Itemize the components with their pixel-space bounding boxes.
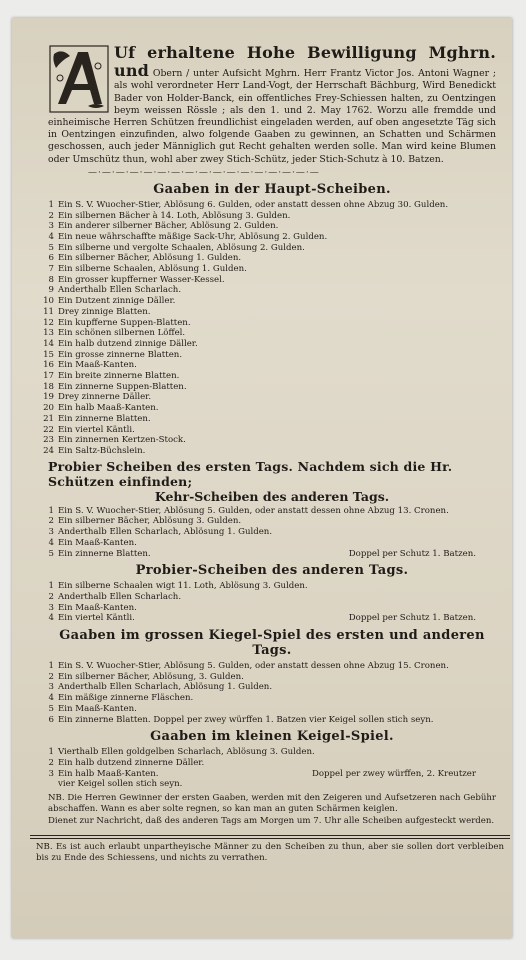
prize-list-probier-2 — [48, 581, 496, 624]
item-text: Ein silberne Schaalen, Ablösung 1. Gulden. — [58, 264, 247, 275]
list-item — [43, 446, 496, 457]
list-item — [48, 592, 496, 603]
item-number: 23 — [43, 435, 54, 446]
list-item — [48, 672, 496, 683]
item-text: Ein Maaß-Kanten. — [58, 537, 137, 548]
list-item — [48, 581, 496, 592]
item-text: Ein viertel Käntli. — [58, 424, 135, 435]
item-text: Drey zinnige Blatten. — [58, 306, 151, 317]
item-number: 9 — [48, 285, 54, 296]
item-text: Ein Dutzent zinnige Däller. — [58, 296, 176, 307]
list-item — [48, 603, 496, 614]
list-item — [48, 506, 496, 517]
section-title: Gaaben im grossen Kiegel-Spiel des ersten und anderen Tags. — [59, 628, 485, 659]
nb-morning-note: Dienet zur Nachricht, daß des anderen Tags am Morgen um 7. Uhr alle Scheiben aufgesteckt werden. — [48, 815, 495, 826]
item-number: 2 — [48, 671, 54, 682]
list-item — [48, 704, 496, 715]
item-text: Anderthalb Ellen Scharlach, Ablösung 1. Gulden. — [58, 682, 273, 693]
list-item — [48, 211, 496, 222]
section-title: Kehr-Scheiben des anderen Tags. — [154, 488, 390, 504]
item-number: 2 — [48, 516, 54, 527]
item-text: Ein zinnerne Blatten. — [58, 548, 151, 559]
list-item — [48, 221, 496, 232]
footer-note: NB. Es ist auch erlaubt unpartheyische Männer zu den Scheiben zu thun, aber sie sollen dort verbleiben bis zu Ende des Schiessens, und nichts zu verrathen. — [36, 841, 504, 863]
item-text: Ein halb dutzend zinnige Däller. — [58, 338, 198, 349]
document-sheet — [12, 18, 512, 938]
footer-rule — [30, 838, 510, 839]
item-text: Ein anderer silberner Bächer, Ablösung 2. Gulden. — [58, 221, 279, 232]
list-item — [48, 549, 496, 560]
item-text: Ein S. V. Wuocher-Stier, Ablösung 6. Gulden, oder anstatt dessen ohne Abzug 30. Gulden. — [58, 199, 449, 210]
list-item — [48, 527, 496, 538]
list-item — [48, 538, 496, 549]
list-item — [48, 693, 496, 704]
item-number: 24 — [43, 446, 54, 456]
item-text: Ein viertel Käntli. — [58, 613, 135, 624]
list-item — [48, 243, 496, 254]
list-item — [48, 747, 496, 758]
section-title: Probier Scheiben des ersten Tags. Nachdem sich die Hr. Schützen einfinden; — [48, 458, 453, 489]
item-text: Ein grosse zinnerne Blatten. — [58, 349, 183, 360]
prize-list-small-keigel — [48, 747, 496, 779]
item-number: 16 — [43, 360, 54, 371]
intro-body: Obern / unter Aufsicht Mghrn. Herr Frantz Victor Jos. Antoni Wagner ; als wohl verordneter Herr Land-Vogt, der Herrschaft Bächburg, Wird Benedickt Bader von Holder-Banck, ein offentliches Frey-Schiessen halten, zu Oentzingen beym weissen Rössle ; als den 1. und 2. May 1762. Worzu alle fremdde und einheimische Herren Schützen freundlichist eingeladen werden, auf oben angesetzte Täg sich in Oentzingen einzufinden, alwo folgende Gaaben zu gewinnen, an Schatten und Schärmen geschossen, auch jeder Männiglich gut Recht gehalten werden solle. Man wird keine Blumen oder Umschütz thun, wohl aber zwey Stich-Schütz, jeder Stich-Schutz à 10. Batzen. — [48, 68, 496, 165]
item-number: 1 — [48, 747, 54, 758]
item-number: 11 — [43, 306, 54, 317]
item-text: Ein Maaß-Kanten. — [58, 703, 137, 714]
item-number: 3 — [48, 527, 54, 538]
item-number: 4 — [48, 613, 54, 624]
doppel-note: Doppel per zwey würffen, 2. Kreutzer — [311, 768, 476, 779]
section-title: Gaaben in der Haupt-Scheiben. — [153, 181, 391, 197]
item-number: 15 — [43, 349, 54, 360]
item-number: 2 — [48, 757, 54, 768]
item-number: 13 — [43, 328, 54, 339]
item-number: 5 — [48, 703, 54, 714]
item-number: 2 — [48, 591, 54, 602]
list-item — [48, 769, 496, 780]
item-text: Ein silberner Bächer, Ablösung 3. Gulden. — [58, 516, 242, 527]
item-text: Anderthalb Ellen Scharlach. — [58, 591, 182, 602]
ornamental-separator: —·—·—·—·—·—·—·—·—·—·—·—·—·—·—·—·— — [88, 167, 320, 178]
item-text: Ein silberner Bächer, Ablösung, 3. Gulden. — [58, 671, 244, 682]
item-number: 7 — [48, 264, 54, 275]
item-text: Ein zinnernen Kertzen-Stock. — [58, 435, 186, 446]
item-text: Ein Maaß-Kanten. — [58, 360, 137, 371]
document-content — [36, 43, 504, 864]
list-item — [43, 338, 496, 350]
item-number: 3 — [48, 682, 54, 693]
item-text: Anderthalb Ellen Scharlach. — [58, 285, 182, 296]
item-text: Ein silberne Schaalen wigt 11. Loth, Ablösung 3. Gulden. — [58, 581, 308, 592]
item-text: Ein Maaß-Kanten. — [58, 602, 137, 613]
item-number: 8 — [48, 274, 54, 285]
item-text: Vierthalb Ellen goldgelben Scharlach, Ablösung 3. Gulden. — [58, 747, 315, 758]
item-text: Ein Saltz-Büchslein. — [58, 446, 146, 456]
list-item — [43, 424, 496, 436]
item-number: 1 — [48, 199, 54, 210]
list-item — [43, 317, 496, 329]
list-item — [48, 264, 496, 275]
list-item — [48, 275, 496, 286]
doppel-note: Doppel per Schutz 1. Batzen. — [348, 613, 476, 624]
item-number: 14 — [43, 338, 54, 349]
list-item — [48, 613, 496, 624]
item-number: 4 — [48, 693, 54, 704]
item-number: 1 — [48, 581, 54, 592]
item-text: Ein halb Maaß-Kanten. — [58, 768, 159, 779]
item-number: 10 — [43, 296, 54, 307]
list-item — [48, 715, 496, 726]
item-text: Anderthalb Ellen Scharlach, Ablösung 1. Gulden. — [58, 527, 273, 538]
item-text: Ein breite zinnerne Blatten. — [58, 371, 180, 382]
list-item — [43, 360, 496, 371]
item-text: Drey zinnerne Däller. — [58, 392, 152, 403]
list-item — [43, 403, 496, 414]
item-text: Ein halb Maaß-Kanten. — [58, 403, 159, 414]
list-item — [43, 371, 496, 382]
prize-list-probier-1 — [48, 506, 496, 560]
item-number: 3 — [48, 221, 54, 232]
item-number: 21 — [43, 413, 54, 424]
item-number: 17 — [43, 371, 54, 382]
list-item — [43, 296, 496, 307]
list-item — [43, 392, 496, 403]
item-text: Ein schönen silbernen Löffel. — [58, 328, 186, 339]
item-text: Ein zinnerne Blatten. Doppel per zwey würffen 1. Batzen vier Keigel sollen stich seyn. — [58, 714, 434, 725]
item-number: 3 — [48, 768, 54, 779]
item-number: 12 — [43, 317, 54, 328]
item-number: 5 — [48, 548, 54, 559]
item-text: Ein zinnerne Blatten. — [58, 413, 151, 424]
list-item — [43, 435, 496, 446]
item-number: 18 — [43, 381, 54, 392]
item-number: 5 — [48, 242, 54, 253]
item-number: 19 — [43, 392, 54, 403]
list-item — [43, 306, 496, 318]
item-number: 4 — [48, 537, 54, 548]
item-number: 4 — [48, 231, 54, 242]
list-item — [48, 232, 496, 243]
doppel-note: Doppel per Schutz 1. Batzen. — [348, 548, 476, 559]
item-text: Ein mäßige zinnerne Fläschen. — [58, 693, 194, 704]
intro-paragraph — [48, 44, 496, 166]
item-text: Ein zinnerne Suppen-Blatten. — [58, 381, 187, 392]
list-item — [48, 200, 496, 211]
item-number: 3 — [48, 602, 54, 613]
item-text: Ein silberner Bächer, Ablösung 1. Gulden. — [58, 253, 242, 264]
item-number: 6 — [48, 714, 54, 725]
list-item — [48, 682, 496, 693]
list-item — [43, 413, 496, 425]
list-item — [43, 349, 496, 361]
item-text: Ein halb dutzend zinnerne Däller. — [58, 757, 205, 768]
list-item — [43, 328, 496, 339]
intro-lead: Uf erhaltene Hohe Bewilligung Mghrn. und — [114, 43, 496, 81]
footer-rule — [30, 835, 510, 836]
list-item — [48, 253, 496, 264]
keigel-note: vier Keigel sollen stich seyn. — [58, 779, 183, 790]
item-text: Ein silberne und vergolte Schaalen, Ablösung 2. Gulden. — [58, 242, 305, 253]
prize-list-main — [43, 199, 496, 457]
item-number: 22 — [43, 424, 54, 435]
item-text: Ein S. V. Wuocher-Stier, Ablösung 5. Gulden, oder anstatt dessen ohne Abzug 13. Cronen. — [58, 505, 449, 516]
item-text: Ein neue währschaffte mäßige Sack-Uhr, Ablösung 2. Gulden. — [58, 231, 328, 242]
list-item — [48, 516, 496, 527]
item-text: Ein grosser kupfferner Wasser-Kessel. — [58, 274, 225, 285]
list-item — [48, 661, 496, 672]
item-text: Ein kupfferne Suppen-Blatten. — [58, 317, 191, 328]
item-number: 20 — [43, 403, 54, 414]
ornamental-initial-a-icon — [48, 44, 110, 114]
item-text: Ein S. V. Wuocher-Stier, Ablösung 5. Gulden, oder anstatt dessen ohne Abzug 15. Cronen. — [58, 661, 449, 672]
list-item — [48, 285, 496, 296]
section-title: Probier-Scheiben des anderen Tags. — [135, 563, 409, 579]
nb-winners-note: NB. Die Herren Gewinner der ersten Gaaben, werden mit den Zeigeren und Aufsetzeren nach Gebühr abschaffen. Wann es aber solte regnen, so kan man an guten Schärmen keiglen. — [48, 793, 496, 814]
item-text: Ein silbernen Bächer à 14. Loth, Ablösung 3. Gulden. — [58, 210, 291, 221]
list-item — [48, 758, 496, 769]
item-number: 6 — [48, 253, 54, 264]
prize-list-big-kiegel — [48, 661, 496, 725]
item-number: 1 — [48, 505, 54, 516]
section-title: Gaaben im kleinen Keigel-Spiel. — [150, 729, 394, 745]
item-number: 1 — [48, 661, 54, 672]
item-number: 2 — [48, 210, 54, 221]
list-item — [43, 381, 496, 393]
